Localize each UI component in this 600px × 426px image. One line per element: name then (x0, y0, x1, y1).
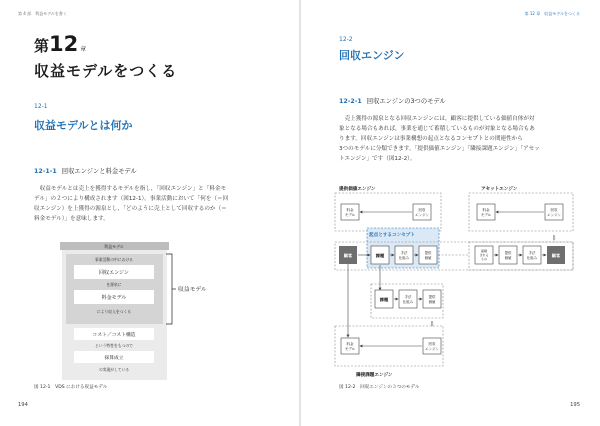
running-head-right: 第 12 章 収益モデルをつくる (524, 11, 580, 16)
body-line: 象となる場合もあれば，事業を通じて蓄積しているものが対象となる場合もあ (339, 126, 535, 132)
ryokin-model-label: 料金モデル (101, 295, 127, 301)
subsection-number-right: 12-2-1 (339, 98, 362, 105)
body-line: デル」の２つにより構成されます（図12-1）。事業活動において「何を（＝回 (34, 196, 229, 202)
value-box (419, 246, 437, 264)
svg-text:価値: 価値 (428, 300, 436, 304)
chapter-number: 12 (49, 32, 79, 56)
mid-text-1: を源泉に (106, 282, 122, 287)
svg-text:回収: 回収 (428, 342, 436, 346)
page-number-left: 194 (18, 402, 28, 408)
ryokin-model-bottom (341, 338, 359, 354)
equal-mark: || (430, 321, 434, 327)
svg-text:モデル: モデル (480, 213, 492, 217)
section-number-right: 12-2 (339, 36, 353, 43)
profit-label: 採算成立 (104, 356, 124, 361)
chapter-title: 収益モデルをつくる (34, 62, 178, 80)
chapter-prefix: 第 (34, 37, 50, 55)
kaishu-engine-label: 回収エンジン (99, 270, 129, 276)
body-line: トエンジン」です（図12-2）。 (339, 156, 416, 162)
kaishu-engine-top (413, 204, 431, 220)
svg-text:価値: 価値 (424, 256, 432, 260)
svg-text:料金: 料金 (346, 208, 354, 212)
svg-text:モデル: モデル (344, 213, 356, 217)
asset-engine-label: アセットエンジン (481, 187, 518, 192)
svg-text:エンジン: エンジン (425, 347, 439, 351)
value-engine-label: 提供価値エンジン (339, 187, 376, 192)
svg-text:回収: 回収 (550, 208, 558, 212)
revenue-model-label: 収益モデル (178, 287, 207, 293)
svg-text:される: される (479, 253, 489, 257)
mid-text-4: の実現がしている (98, 367, 130, 372)
svg-text:仕組み: 仕組み (402, 300, 414, 304)
method-box-adjacent (399, 290, 417, 308)
svg-text:価値: 価値 (504, 256, 512, 260)
mid-text-2: により収入をつくる (96, 309, 132, 314)
ryokin-model-top (341, 204, 359, 220)
svg-text:エンジン: エンジン (547, 213, 561, 217)
chapter-label (34, 32, 86, 56)
svg-text:もの: もの (480, 257, 488, 261)
svg-text:提供: 提供 (428, 295, 436, 299)
subsection-heading-right (339, 96, 446, 105)
svg-text:エンジン: エンジン (415, 213, 429, 217)
subsection-title-right: 回収エンジンの3つのモデル (366, 98, 446, 105)
equal-mark: || (552, 235, 556, 241)
body-line: 収益モデルとは売上を獲得するモデルを指し，「回収エンジン」と「料金モ (34, 186, 227, 192)
section-title-left: 収益モデルとは何か (34, 119, 133, 132)
subsection-heading-left (34, 166, 137, 175)
svg-text:回収: 回収 (418, 208, 426, 212)
right-page (301, 0, 600, 426)
svg-text:提供: 提供 (424, 251, 432, 255)
body-text-right (339, 114, 587, 164)
section-number-left: 12-1 (34, 103, 48, 110)
figure-caption-right: 図 12-2 回収エンジンの３つのモデル (339, 385, 420, 390)
svg-text:仕組み: 仕組み (398, 256, 410, 260)
section-title-right: 回収エンジン (339, 49, 405, 62)
chapter-suffix: 章 (80, 46, 87, 53)
svg-text:料金: 料金 (346, 342, 354, 346)
kaishu-engine-bottom (423, 338, 441, 354)
mid-text-3: という特性をもつので (95, 343, 133, 348)
kaishu-engine-asset (545, 204, 563, 220)
svg-text:蓄積: 蓄積 (480, 249, 488, 253)
concept-label: 起点とするコンセプト (369, 233, 415, 238)
figure-header-label: 利益モデル (104, 244, 124, 249)
body-line: 収エンジン）を上獲得の源泉とし，「どのように売上として回収するのか（＝ (34, 206, 227, 212)
svg-text:手法: 手法 (404, 295, 412, 299)
body-line: ります。回収エンジンは事業構想の起点となるコンセプトとの関連性から (339, 136, 523, 142)
subsection-number-left: 12-1-1 (34, 168, 57, 175)
svg-text:課題: 課題 (379, 297, 389, 302)
svg-text:提供: 提供 (504, 251, 512, 255)
cost-label: コスト／コスト構造 (92, 333, 136, 338)
svg-text:課題: 課題 (375, 253, 385, 258)
figure-12-1 (60, 240, 240, 380)
body-line: 売上獲得の源泉となる回収エンジンには，顧客に提供している価値自体が対 (339, 116, 535, 122)
adjacent-engine-label: 隣接課題エンジン (356, 373, 393, 378)
method-box-asset (523, 246, 541, 264)
figure-12-2 (331, 180, 581, 385)
body-line: 3つのモデルに分類できます。「提供価値エンジン」「隣接課題エンジン」「アセッ (339, 146, 540, 152)
group-caption: 事業活動の中における (95, 257, 133, 262)
running-head-left: 第 4 部 利益モデルを書く (18, 11, 67, 16)
page-number-right: 195 (570, 402, 580, 408)
svg-text:仕組み: 仕組み (526, 256, 538, 260)
body-text-left (34, 184, 274, 224)
svg-text:手法: 手法 (400, 251, 408, 255)
body-line: 料金モデル）」を意味します。 (34, 216, 109, 222)
left-page (0, 0, 299, 426)
svg-text:料金: 料金 (482, 208, 490, 212)
svg-text:モデル: モデル (344, 347, 356, 351)
figure-caption-left: 図 12-1 VDS における収益モデル (34, 385, 108, 390)
value-box-asset (499, 246, 517, 264)
subsection-title-left: 回収エンジンと料金モデル (61, 168, 137, 175)
ryokin-model-asset (477, 204, 495, 220)
svg-text:顧客: 顧客 (551, 253, 561, 258)
svg-text:顧客: 顧客 (343, 253, 353, 258)
method-box (395, 246, 413, 264)
svg-text:手法: 手法 (528, 251, 536, 255)
value-box-adjacent (423, 290, 441, 308)
